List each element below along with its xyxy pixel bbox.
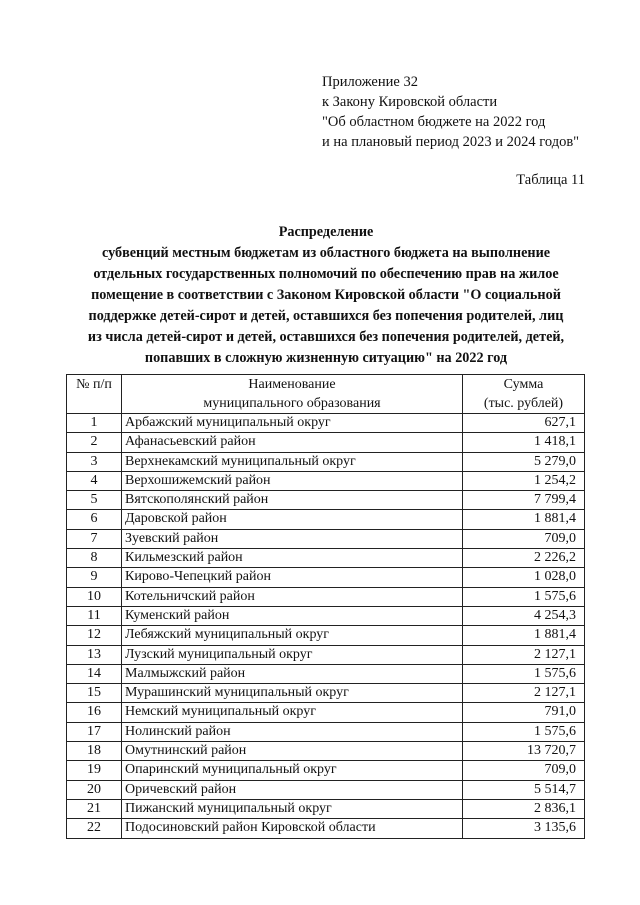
appendix-line: Приложение 32 — [322, 74, 418, 90]
row-name: Даровской район — [122, 510, 463, 529]
header-sum-line: (тыс. рублей) — [483, 396, 564, 411]
table-row — [67, 703, 585, 722]
table-row — [67, 780, 585, 799]
row-number: 16 — [67, 703, 122, 722]
row-number: 5 — [67, 491, 122, 510]
distribution-table — [66, 374, 585, 839]
row-name: Немский муниципальный округ — [122, 703, 463, 722]
header-name-line: муниципального образования — [203, 396, 381, 411]
row-sum: 709,0 — [463, 761, 585, 780]
row-number: 11 — [67, 606, 122, 625]
table-row — [67, 664, 585, 683]
table-row — [67, 684, 585, 703]
row-number: 7 — [67, 529, 122, 548]
row-sum: 1 881,4 — [463, 510, 585, 529]
row-name: Верхнекамский муниципальный округ — [122, 452, 463, 471]
title-line: субвенций местным бюджетам из областного бюджета на выполнение — [101, 245, 551, 261]
row-number: 22 — [67, 819, 122, 838]
row-sum: 2 127,1 — [463, 645, 585, 664]
table-row — [67, 452, 585, 471]
table-row — [67, 606, 585, 625]
row-number: 13 — [67, 645, 122, 664]
title-line: попавших в сложную жизненную ситуацию" на 2022 год — [144, 350, 508, 366]
appendix-header — [322, 72, 622, 152]
table-row — [67, 645, 585, 664]
row-name: Мурашинский муниципальный округ — [122, 684, 463, 703]
row-number: 6 — [67, 510, 122, 529]
row-number: 21 — [67, 799, 122, 818]
row-number: 15 — [67, 684, 122, 703]
appendix-line: и на плановый период 2023 и 2024 годов" — [322, 134, 580, 150]
table-row — [67, 433, 585, 452]
title-line: помещение в соответствии с Законом Кировской области "О социальной — [91, 287, 561, 303]
row-name: Котельничский район — [122, 587, 463, 606]
row-name: Опаринский муниципальный округ — [122, 761, 463, 780]
table-row — [67, 761, 585, 780]
row-name: Арбажский муниципальный округ — [122, 414, 463, 433]
table-row — [67, 414, 585, 433]
table-label: Таблица 11 — [516, 172, 585, 188]
header-sum — [463, 375, 585, 414]
appendix-line: к Закону Кировской области — [322, 94, 498, 110]
table-row — [67, 471, 585, 490]
row-sum: 5 279,0 — [463, 452, 585, 471]
row-number: 8 — [67, 549, 122, 568]
row-name: Оричевский район — [122, 780, 463, 799]
row-sum: 1 575,6 — [463, 664, 585, 683]
row-sum: 2 836,1 — [463, 799, 585, 818]
table-row — [67, 510, 585, 529]
row-name: Куменский район — [122, 606, 463, 625]
row-sum: 1 881,4 — [463, 626, 585, 645]
title-line: поддержке детей-сирот и детей, оставшихся без попечения родителей, лиц — [88, 308, 564, 324]
title-line: из числа детей-сирот и детей, оставшихся без попечения родителей, детей, — [87, 329, 565, 345]
row-name: Малмыжский район — [122, 664, 463, 683]
row-name: Верхошижемский район — [122, 471, 463, 490]
row-name: Лебяжский муниципальный округ — [122, 626, 463, 645]
row-name: Пижанский муниципальный округ — [122, 799, 463, 818]
table-row — [67, 742, 585, 761]
header-sum-line: Сумма — [503, 377, 544, 392]
row-name: Нолинский район — [122, 722, 463, 741]
table-row — [67, 549, 585, 568]
row-number: 4 — [67, 471, 122, 490]
row-number: 14 — [67, 664, 122, 683]
header-num: № п/п — [67, 375, 122, 414]
table-row — [67, 587, 585, 606]
row-number: 3 — [67, 452, 122, 471]
table-row — [67, 529, 585, 548]
row-sum: 13 720,7 — [463, 742, 585, 761]
title-line: отдельных государственных полномочий по обеспечению прав на жилое — [93, 266, 559, 282]
header-name-line: Наименование — [248, 377, 336, 392]
row-number: 17 — [67, 722, 122, 741]
row-name: Кирово-Чепецкий район — [122, 568, 463, 587]
row-sum: 1 254,2 — [463, 471, 585, 490]
row-sum: 1 418,1 — [463, 433, 585, 452]
row-sum: 4 254,3 — [463, 606, 585, 625]
row-number: 1 — [67, 414, 122, 433]
row-name: Кильмезский район — [122, 549, 463, 568]
table-row — [67, 799, 585, 818]
table-row — [67, 568, 585, 587]
row-name: Зуевский район — [122, 529, 463, 548]
row-name: Афанасьевский район — [122, 433, 463, 452]
row-sum: 1 575,6 — [463, 722, 585, 741]
row-sum: 1 575,6 — [463, 587, 585, 606]
row-number: 12 — [67, 626, 122, 645]
document-title — [62, 222, 590, 369]
table-header-row — [67, 375, 585, 414]
table-row — [67, 491, 585, 510]
row-sum: 627,1 — [463, 414, 585, 433]
row-number: 2 — [67, 433, 122, 452]
row-sum: 1 028,0 — [463, 568, 585, 587]
row-sum: 5 514,7 — [463, 780, 585, 799]
appendix-line: "Об областном бюджете на 2022 год — [322, 114, 546, 130]
row-number: 9 — [67, 568, 122, 587]
table-row — [67, 626, 585, 645]
row-number: 10 — [67, 587, 122, 606]
row-name: Подосиновский район Кировской области — [122, 819, 463, 838]
row-number: 18 — [67, 742, 122, 761]
row-name: Лузский муниципальный округ — [122, 645, 463, 664]
header-name — [122, 375, 463, 414]
table-row — [67, 722, 585, 741]
row-name: Омутнинский район — [122, 742, 463, 761]
row-sum: 3 135,6 — [463, 819, 585, 838]
row-number: 19 — [67, 761, 122, 780]
table-body — [67, 414, 585, 839]
row-sum: 2 127,1 — [463, 684, 585, 703]
row-number: 20 — [67, 780, 122, 799]
row-sum: 2 226,2 — [463, 549, 585, 568]
row-name: Вятскополянский район — [122, 491, 463, 510]
row-sum: 791,0 — [463, 703, 585, 722]
table-row — [67, 819, 585, 838]
row-sum: 709,0 — [463, 529, 585, 548]
title-heading: Распределение — [278, 224, 374, 240]
row-sum: 7 799,4 — [463, 491, 585, 510]
